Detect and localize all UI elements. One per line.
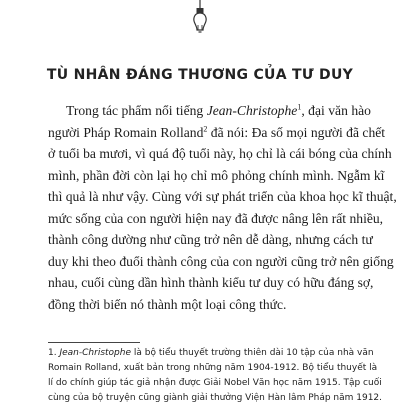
footnote-italic-title: Jean-Christophe bbox=[59, 348, 131, 358]
footnote-divider bbox=[48, 342, 140, 343]
body-line: người Pháp Romain Rolland$^2$ đã nói: Đa số mọi người đã chết bbox=[48, 123, 386, 140]
footnote-ref[interactable]: 2 bbox=[203, 123, 208, 133]
chapter-title: TÙ NHÂN ĐÁNG THƯƠNG CỦA TƯ DUY bbox=[46, 67, 354, 83]
footnote-line: lí do chính giúp tác giả nhận được Giải Nobel Văn học năm 1915. Tập cuối bbox=[48, 378, 382, 388]
body-text bbox=[48, 100, 397, 315]
body-line: mình, phần đời còn lại họ chỉ mô phỏng chính mình. Ngẫm kĩ bbox=[48, 167, 385, 183]
lightbulb-icon bbox=[190, 0, 210, 34]
footnote-line: Romain Rolland, xuất bản trong những năm 1904-1912. Bộ tiểu thuyết là bbox=[48, 363, 378, 373]
body-line: thì quả là như vậy. Cùng với sự phát triển của khoa học kĩ thuật, bbox=[48, 189, 397, 204]
body-line: mức sống của con người hiện nay đã được nâng lên rất nhiều, bbox=[48, 210, 384, 226]
body-line: thành công dường như cũng trở nên dễ dàng, nhưng cách tư bbox=[48, 232, 373, 247]
footnote-number: 1. bbox=[48, 348, 57, 358]
body-line: Trong tác phẩm nổi tiếng Jean-Christophe$^1$, đại văn hào bbox=[66, 102, 371, 118]
body-line: ở tuổi ba mươi, vì quá độ tuổi này, họ chỉ là cái bóng của chính bbox=[48, 146, 392, 161]
italic-title: Jean-Christophe bbox=[206, 103, 298, 118]
footnote bbox=[48, 346, 383, 406]
footnote-ref[interactable]: 1 bbox=[297, 102, 302, 112]
body-line: nhau, cuối cùng dần hình thành kiểu tư duy có hữu đáng sợ, bbox=[48, 275, 374, 290]
body-line: duy khi theo đuổi thành công của con người cũng trở nên giống bbox=[48, 253, 394, 269]
footnote-line: cùng của bộ truyện cũng giành giải thưởng Viện Hàn lâm Pháp năm 1912. bbox=[48, 393, 383, 403]
footnote-line: 1. Jean-Christophe là bộ tiểu thuyết trường thiên dài 10 tập của nhà văn bbox=[48, 348, 374, 358]
body-line: đồng thời biến nó thành một loại công thức. bbox=[48, 296, 287, 312]
